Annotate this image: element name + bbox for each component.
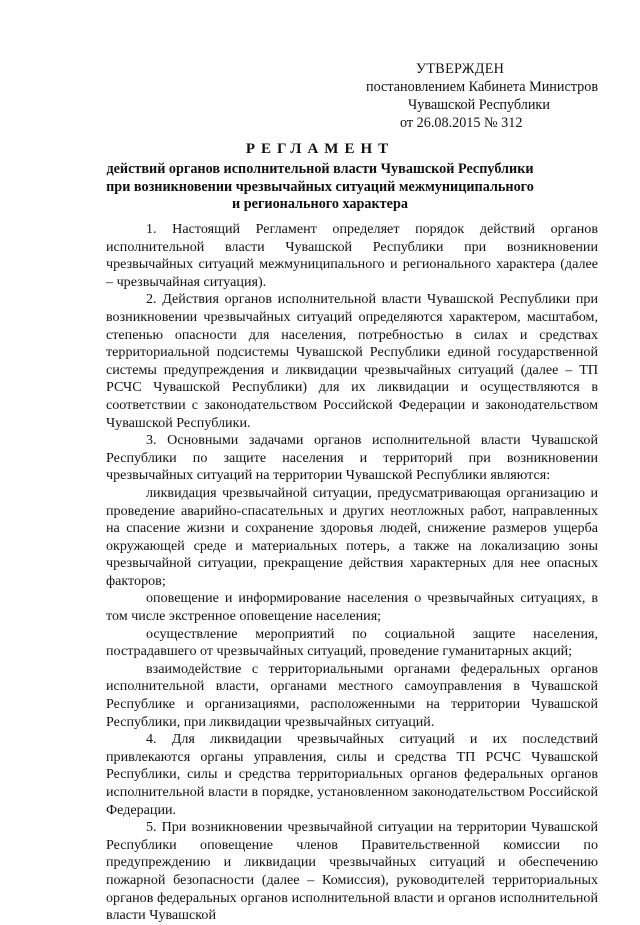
paragraph-1: 1. Настоящий Регламент определяет порядок действий органов исполнительной власти Чувашской Республики при возникновении чрезвычайных ситуаций межмуниципального и регионального характера (далее – чрезвычайная ситуация). (106, 221, 598, 290)
approval-stamp (360, 60, 610, 132)
approval-republic: Чувашской Республики (408, 97, 550, 113)
paragraph-3-item-4: взаимодействие с территориальными органами федеральных органов исполнительной власти, органами местного самоуправления в Чувашской Республике и организациями, расположенными на территории Чувашской Республики, при ликвидации чрезвычайных ситуаций. (106, 660, 598, 730)
paragraph-5: 5. При возникновении чрезвычайной ситуации на территории Чувашской Республики оповещение членов Правительственной комиссии по предупреждению и ликвидации чрезвычайных ситуаций и обеспечению пожарной безопасности (далее – Комиссия), руководителей территориальных органов федеральных органов исполнительной власти и органов исполнительной власти Чувашской (106, 819, 598, 924)
approval-heading: УТВЕРЖДЕН (416, 61, 505, 77)
document-body (106, 221, 598, 925)
subtitle-line: и регионального характера (232, 196, 408, 212)
approval-date-number: от 26.08.2015 № 312 (400, 115, 523, 131)
paragraph-4: 4. Для ликвидации чрезвычайных ситуаций и их последствий привлекаются органы управления, силы и средства ТП РСЧС Чувашской Республики, силы и средства территориальных органов федеральных органов исполнительной власти в порядке, установленном законодательством Российской Федерации. (106, 731, 598, 818)
paragraph-3: 3. Основными задачами органов исполнительной власти Чувашской Республики по защите населения и территорий при возникновении чрезвычайных ситуаций на территории Чувашской Республики являются: (106, 432, 598, 484)
subtitle-line: при возникновении чрезвычайных ситуаций межмуниципального (106, 178, 534, 195)
paragraph-3-item-2: оповещение и информирование населения о чрезвычайных ситуациях, в том числе экстренное оповещение населения; (106, 590, 598, 625)
paragraph-2: 2. Действия органов исполнительной власти Чувашской Республики при возникновении чрезвычайных ситуаций определяются характером, масштабом, степенью опасности для населения, потребностью в силах и средствах территориальной подсистемы Чувашской Республики единой государственной системы предупреждения и ликвидации чрезвычайных ситуаций (далее – ТП РСЧС Чувашской Республики) для их ликвидации и осуществляются в соответствии с законодательством Российской Федерации и законодательством Чувашской Республики. (106, 291, 598, 431)
paragraph-3-item-1: ликвидация чрезвычайной ситуации, предусматривающая организацию и проведение аварийно-спасательных и других неотложных работ, направленных на спасение жизни и сохранение здоровья людей, снижение размеров ущерба окружающей среде и материальных потерь, а также на локализацию зоны чрезвычайной ситуации, прекращение действия характерных для нее опасных факторов; (106, 484, 598, 589)
document-title: РЕГЛАМЕНТ (245, 141, 395, 157)
document-subtitle (100, 161, 540, 214)
paragraph-3-item-3: осуществление мероприятий по социальной защите населения, пострадавшего от чрезвычайных ситуаций, проведение гуманитарных акций; (106, 625, 598, 660)
approval-issuer: постановлением Кабинета Министров (366, 79, 599, 95)
subtitle-line: действий органов исполнительной власти Чувашской Республики (106, 161, 534, 177)
